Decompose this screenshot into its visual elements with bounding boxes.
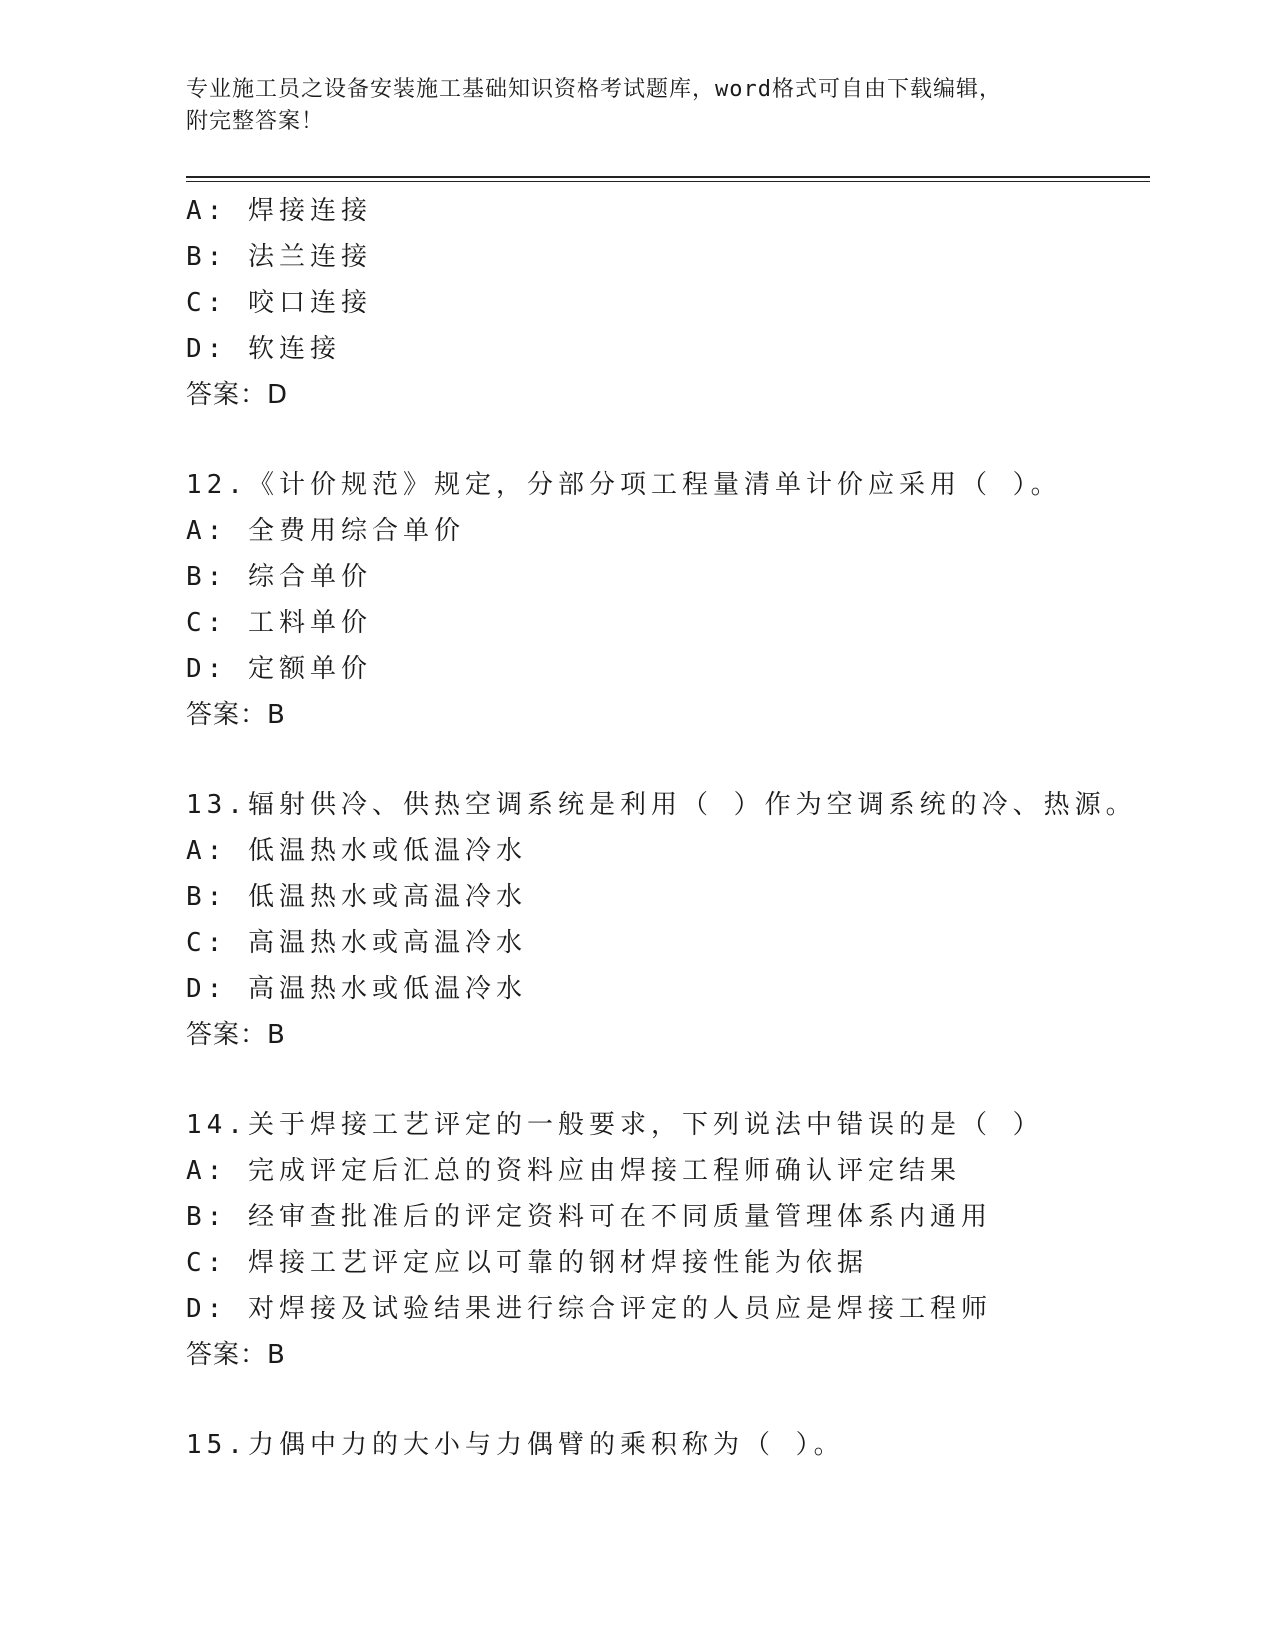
answer: 答案：B — [186, 1340, 286, 1370]
option-c: C: 焊接工艺评定应以可靠的钢材焊接性能为依据 — [186, 1248, 868, 1278]
question-list — [186, 188, 1150, 1468]
spacer — [186, 1058, 1150, 1102]
header-divider-thick — [186, 176, 1150, 178]
option-a: A: 完成评定后汇总的资料应由焊接工程师确认评定结果 — [186, 1156, 961, 1186]
option-b: B: 法兰连接 — [186, 242, 372, 272]
option-b: B: 经审查批准后的评定资料可在不同质量管理体系内通用 — [186, 1202, 992, 1232]
option-a: A: 焊接连接 — [186, 196, 372, 226]
answer: 答案：B — [186, 700, 286, 730]
option-d: D: 对焊接及试验结果进行综合评定的人员应是焊接工程师 — [186, 1294, 992, 1324]
question-text: 12.《计价规范》规定，分部分项工程量清单计价应采用（ ）。 — [186, 470, 1062, 500]
option-c: C: 高温热水或高温冷水 — [186, 928, 527, 958]
question-block-13 — [186, 782, 1150, 1058]
option-b: B: 综合单价 — [186, 562, 372, 592]
question-block-12 — [186, 462, 1150, 738]
question-block-14 — [186, 1102, 1150, 1378]
option-d: D: 定额单价 — [186, 654, 372, 684]
spacer — [186, 1378, 1150, 1422]
option-a: A: 全费用综合单价 — [186, 516, 465, 546]
question-block-11 — [186, 188, 1150, 418]
option-c: C: 工料单价 — [186, 608, 372, 638]
question-block-15 — [186, 1422, 1150, 1468]
question-text: 15.力偶中力的大小与力偶臂的乘积称为（ ）。 — [186, 1430, 845, 1460]
option-d: D: 高温热水或低温冷水 — [186, 974, 527, 1004]
header-line-1: 专业施工员之设备安装施工基础知识资格考试题库，word格式可自由下载编辑， — [186, 77, 1002, 102]
document-header — [186, 74, 1066, 138]
option-c: C: 咬口连接 — [186, 288, 372, 318]
header-divider-thin — [186, 181, 1150, 182]
answer: 答案：B — [186, 1020, 286, 1050]
option-a: A: 低温热水或低温冷水 — [186, 836, 527, 866]
option-b: B: 低温热水或高温冷水 — [186, 882, 527, 912]
question-text: 13.辐射供冷、供热空调系统是利用（ ）作为空调系统的冷、热源。 — [186, 790, 1137, 820]
option-d: D: 软连接 — [186, 334, 341, 364]
question-text: 14.关于焊接工艺评定的一般要求，下列说法中错误的是（ ） — [186, 1110, 1044, 1140]
header-line-2: 附完整答案！ — [186, 109, 325, 134]
spacer — [186, 418, 1150, 462]
spacer — [186, 738, 1150, 782]
answer: 答案：D — [186, 380, 289, 410]
